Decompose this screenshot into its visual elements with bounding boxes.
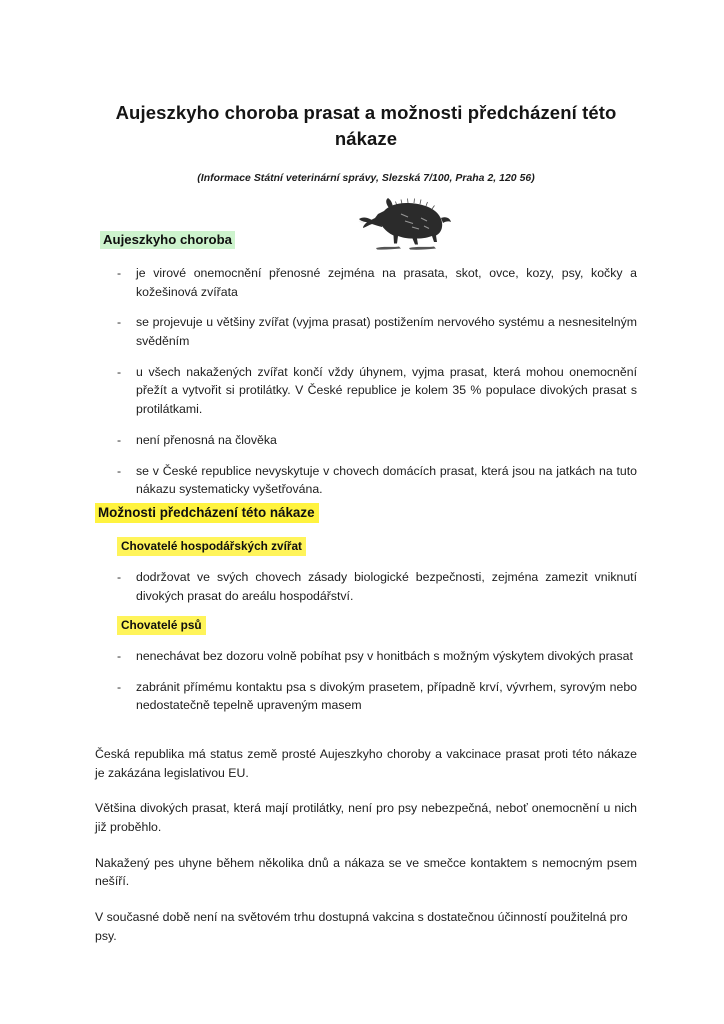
list-item xyxy=(95,363,637,419)
section-heading-livestock-breeders xyxy=(117,537,306,556)
document-subtitle: (Informace Státní veterinární správy, Slezská 7/100, Praha 2, 120 56) xyxy=(197,172,535,184)
list-item-text: se v České republice nevyskytuje v chovech domácích prasat, která jsou na jatkách na tuto nákazu systematicky vyšetřována. xyxy=(136,463,637,497)
list-item xyxy=(95,647,637,666)
section-heading-disease xyxy=(100,230,235,250)
section-heading-prevention xyxy=(95,503,319,523)
bullet-marker: - xyxy=(117,266,122,280)
bullet-marker: - xyxy=(117,315,122,330)
section-heading-dog-breeders xyxy=(117,616,206,635)
bullet-marker: - xyxy=(117,463,122,478)
bullet-list-dog-breeders xyxy=(95,647,637,715)
list-item-text: není přenosná na člověka xyxy=(136,432,277,447)
list-item-text: je virové onemocnění přenosné zejména na prasata, skot, ovce, kozy, psy, kočky a kožešinová zvířata xyxy=(136,266,637,299)
list-item-text: se projevuje u většiny zvířat (vyjma prasat) postižením nervového systému a nesnesitelným svěděním xyxy=(136,315,637,349)
list-item-text: zabránit přímému kontaktu psa s divokým prasetem, případně krví, vývrhem, syrovým nebo nedostatečně tepelně upraveným masem xyxy=(136,679,637,713)
list-item xyxy=(95,568,637,605)
paragraph: Nakažený pes uhyne během několika dnů a nákaza se ve smečce kontaktem s nemocným psem nešíří. xyxy=(95,855,637,889)
bullet-marker: - xyxy=(117,364,122,379)
list-item xyxy=(95,462,637,499)
list-item xyxy=(95,264,637,301)
bullet-marker: - xyxy=(117,649,122,663)
paragraph: Česká republika má status země prosté Aujeszkyho choroby a vakcinace prasat proti této nákaze je zakázána legislativou EU. xyxy=(95,747,637,780)
bullet-list-livestock-breeders xyxy=(95,568,637,605)
list-item-text: u všech nakažených zvířat končí vždy úhynem, vyjma prasat, která mohou onemocnění přežít a vytvořit si protilátky. V České republice je kolem 35 % populace divokých prasat s protilátkami. xyxy=(136,364,637,417)
list-item-text: nenechávat bez dozoru volně pobíhat psy v honitbách s možným výskytem divokých prasat xyxy=(136,649,633,663)
page-title: Aujeszkyho choroba prasat a možnosti předcházení této nákaze xyxy=(115,102,617,150)
heading-chovatele-hospodarskych-zvirat: Chovatelé hospodářských zvířat xyxy=(117,537,306,556)
bullet-marker: - xyxy=(117,432,122,447)
heading-aujeszkyho-choroba: Aujeszkyho choroba xyxy=(100,231,235,249)
document-content xyxy=(95,100,637,943)
list-item xyxy=(95,678,637,715)
bullet-marker: - xyxy=(117,570,122,584)
heading-chovatele-psu: Chovatelé psů xyxy=(117,616,206,635)
bullet-list-disease xyxy=(95,264,637,499)
heading-moznosti-predchazeni: Možnosti předcházení této nákaze xyxy=(95,503,319,523)
list-item-text: dodržovat ve svých chovech zásady biologické bezpečnosti, zejména zamezit vniknutí divokých prasat do areálu hospodářství. xyxy=(136,570,637,603)
list-item xyxy=(95,431,637,450)
paragraph: Většina divokých prasat, která mají protilátky, není pro psy nebezpečná, neboť onemocnění u nich již proběhlo. xyxy=(95,801,637,835)
wild-boar-illustration xyxy=(353,196,457,254)
paragraph: V současné době není na světovém trhu dostupná vakcina s dostatečnou účinností použitelná pro psy. xyxy=(95,910,628,943)
closing-paragraphs xyxy=(95,745,637,946)
bullet-marker: - xyxy=(117,679,122,694)
list-item xyxy=(95,313,637,350)
